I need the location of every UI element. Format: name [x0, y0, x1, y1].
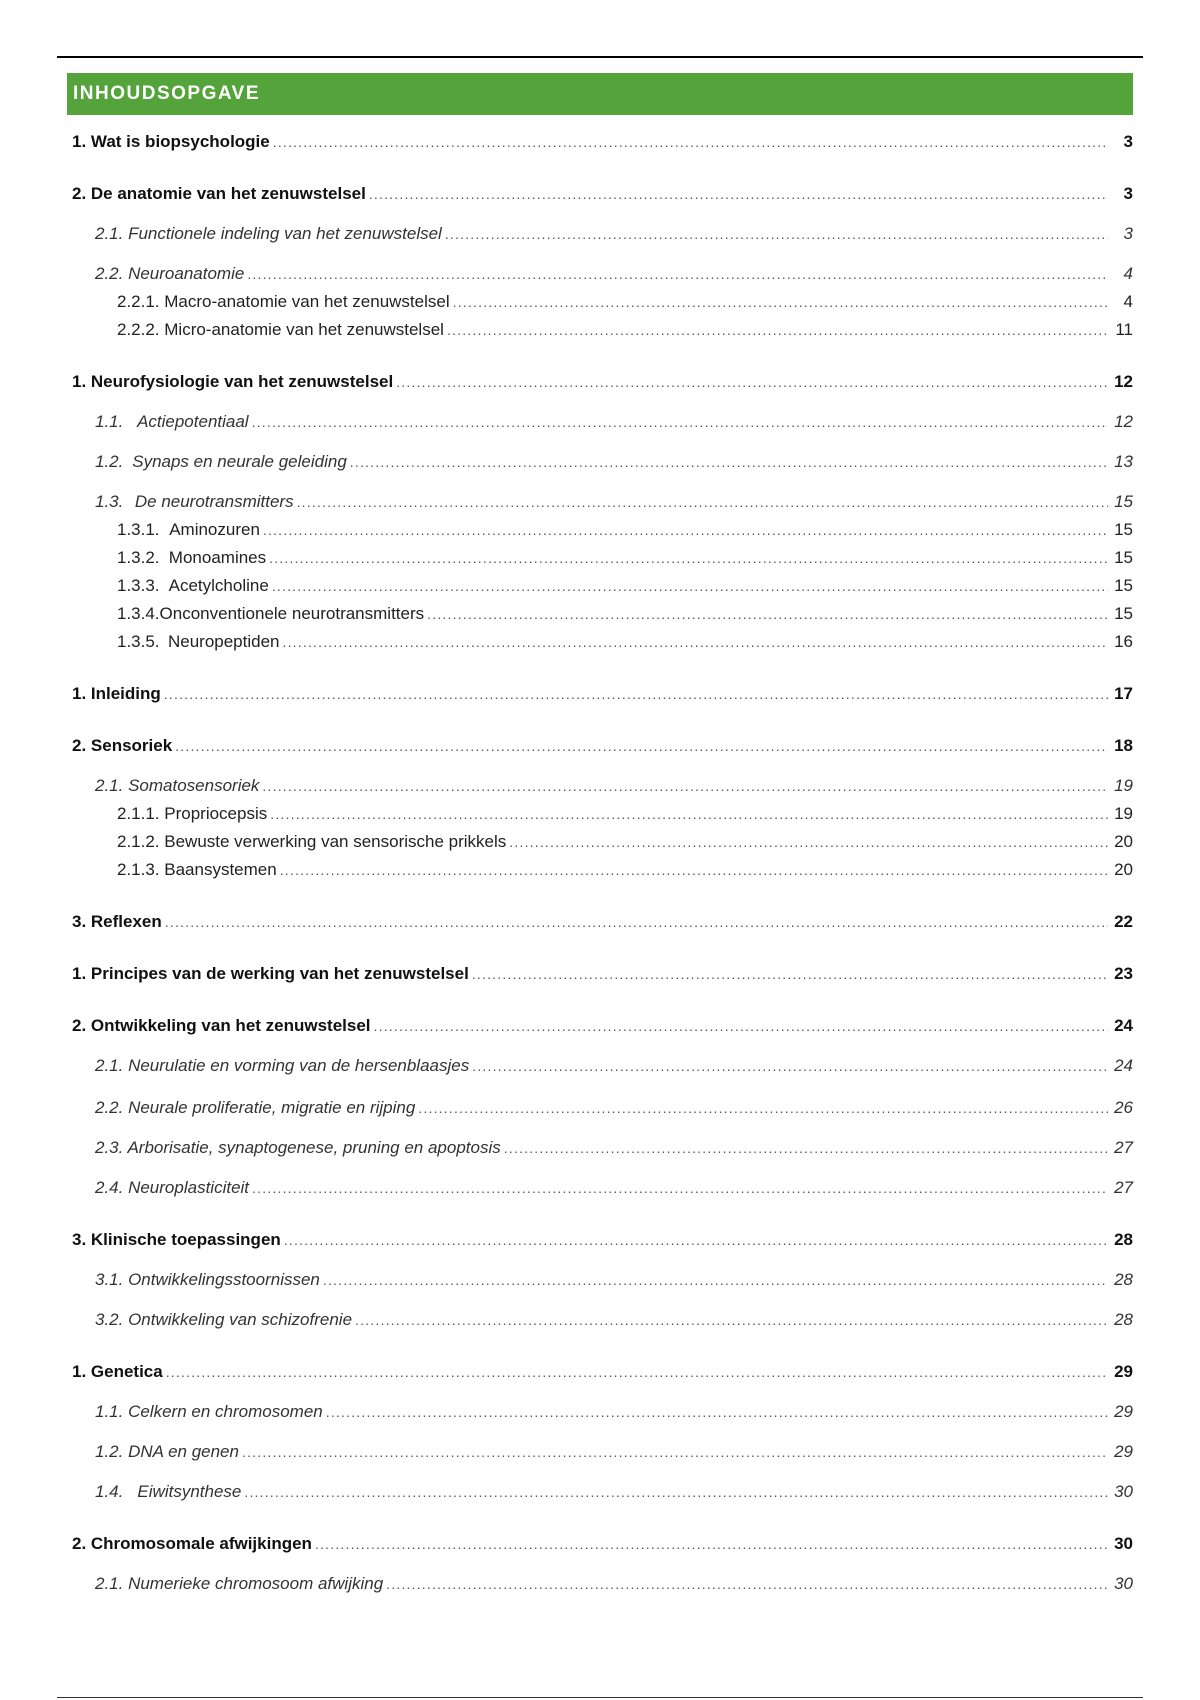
toc-entry[interactable]: [0, 911, 1133, 933]
dot-leader: [418, 1097, 1108, 1119]
toc-entry[interactable]: [0, 1055, 1133, 1077]
dot-leader: [166, 1361, 1108, 1383]
toc-entry-page: 15: [1114, 604, 1133, 623]
toc-entry-title: 1. Neurofysiologie van het zenuwstelsel: [72, 372, 394, 391]
dot-leader: [273, 131, 1108, 153]
toc-entry-page: 30: [1114, 1574, 1133, 1593]
toc-entry-title: 3.2. Ontwikkeling van schizofrenie: [95, 1310, 353, 1329]
toc-entry-title: 2.2.1. Macro-anatomie van het zenuwstelsel: [117, 292, 450, 311]
toc-entry-page: 4: [1123, 292, 1133, 311]
dot-leader: [244, 1481, 1108, 1503]
toc-entry[interactable]: [0, 1015, 1133, 1037]
toc-entry-title: 2. Chromosomale afwijkingen: [72, 1534, 312, 1553]
dot-leader: [272, 575, 1108, 597]
toc-entry-page: 29: [1114, 1402, 1133, 1421]
dot-leader: [355, 1309, 1108, 1331]
toc-entry-page: 19: [1114, 804, 1133, 823]
toc-entry[interactable]: [0, 859, 1133, 881]
dot-leader: [350, 451, 1108, 473]
bottom-rule: [57, 1697, 1143, 1698]
toc-entry-title: Acetylcholine: [168, 576, 269, 595]
toc-entry[interactable]: [0, 1229, 1133, 1251]
toc-entry-title: Monoamines: [168, 548, 267, 567]
toc-entry-page: 11: [1115, 320, 1133, 339]
toc-entry-page: 28: [1114, 1230, 1133, 1249]
toc-entry-page: 12: [1114, 372, 1133, 391]
toc-entry[interactable]: [0, 131, 1133, 153]
dot-leader: [297, 491, 1108, 513]
toc-entry-page: 28: [1114, 1310, 1133, 1329]
toc-entry-title: Actiepotentiaal: [137, 412, 249, 431]
toc-entry-title: 2.2. Neurale proliferatie, migratie en rijping: [95, 1098, 416, 1117]
dot-leader: [280, 859, 1108, 881]
dot-leader: [447, 319, 1108, 341]
toc-entry[interactable]: [0, 963, 1133, 985]
dot-leader: [175, 735, 1108, 757]
toc-entry[interactable]: [0, 735, 1133, 757]
toc-entry-title: 3.1. Ontwikkelingsstoornissen: [95, 1270, 320, 1289]
dot-leader: [323, 1269, 1108, 1291]
dot-leader: [270, 803, 1108, 825]
toc-entry-title: 1. Genetica: [72, 1362, 163, 1381]
toc-entry-page: 29: [1114, 1442, 1133, 1461]
toc-entry[interactable]: [0, 223, 1133, 245]
toc-entry-page: 15: [1114, 520, 1133, 539]
toc-entry-title: Eiwitsynthese: [137, 1482, 242, 1501]
dot-leader: [284, 1229, 1108, 1251]
toc-entry[interactable]: [0, 319, 1133, 341]
toc-entry-title: 1.1. Celkern en chromosomen: [95, 1402, 323, 1421]
toc-entry-page: 3: [1123, 184, 1133, 203]
toc-entry-page: 16: [1114, 632, 1133, 651]
toc-entry-page: 22: [1114, 912, 1133, 931]
dot-leader: [252, 1177, 1108, 1199]
toc-entry-title: 2. Sensoriek: [72, 736, 173, 755]
toc-entry-page: 20: [1114, 832, 1133, 851]
dot-leader: [472, 963, 1108, 985]
toc-entry-title: 2.1. Functionele indeling van het zenuwstelsel: [95, 224, 442, 243]
toc-entry-page: 13: [1114, 452, 1133, 471]
dot-leader: [396, 371, 1108, 393]
toc-entry-page: 28: [1114, 1270, 1133, 1289]
toc-entry-title: 3. Klinische toepassingen: [72, 1230, 281, 1249]
toc-entry[interactable]: [0, 411, 1133, 433]
toc-entry[interactable]: [0, 371, 1133, 393]
toc-entry-page: 17: [1114, 684, 1133, 703]
toc-entry[interactable]: [0, 1481, 1133, 1503]
toc-entry-page: 20: [1114, 860, 1133, 879]
toc-entry-number: 1.2.: [95, 452, 124, 471]
toc-entry[interactable]: [0, 1177, 1133, 1199]
dot-leader: [472, 1055, 1108, 1077]
toc-entry-title: 2.1.3. Baansystemen: [117, 860, 277, 879]
toc-entry-title: 2. Ontwikkeling van het zenuwstelsel: [72, 1016, 371, 1035]
toc-entry-number: 1.3.: [95, 492, 124, 511]
toc-entry[interactable]: [0, 1533, 1133, 1555]
dot-leader: [386, 1573, 1108, 1595]
dot-leader: [269, 547, 1108, 569]
toc-entry-page: 26: [1114, 1098, 1133, 1117]
dot-leader: [445, 223, 1108, 245]
dot-leader: [315, 1533, 1108, 1555]
toc-entry-title: 2.1. Numerieke chromosoom afwijking: [95, 1574, 384, 1593]
toc-entry-title: 1. Inleiding: [72, 684, 161, 703]
toc-entry-title: De neurotransmitters: [134, 492, 294, 511]
toc-entry-number: 1.4.: [95, 1482, 124, 1501]
toc-entry[interactable]: [0, 683, 1133, 705]
toc-entry-number: 1.3.4.: [117, 604, 160, 623]
dot-leader: [504, 1137, 1108, 1159]
toc-entry[interactable]: [0, 631, 1133, 653]
toc-entry-page: 24: [1114, 1016, 1133, 1035]
toc-entry[interactable]: [0, 1441, 1133, 1463]
toc-entry-page: 24: [1114, 1056, 1133, 1075]
toc-entry[interactable]: [0, 1097, 1133, 1119]
toc-entry[interactable]: [0, 263, 1133, 285]
toc-entry-page: 30: [1114, 1534, 1133, 1553]
dot-leader: [374, 1015, 1108, 1037]
toc-entry-number: 1.3.3.: [117, 576, 160, 595]
dot-leader: [247, 263, 1108, 285]
toc-entry-page: 12: [1114, 412, 1133, 431]
toc-entry[interactable]: [0, 1361, 1133, 1383]
toc-entry[interactable]: [0, 803, 1133, 825]
dot-leader: [242, 1441, 1108, 1463]
toc-entry-page: 27: [1114, 1178, 1133, 1197]
dot-leader: [262, 775, 1108, 797]
toc-entry-number: 1.3.2.: [117, 548, 160, 567]
toc-entry-page: 3: [1123, 132, 1133, 151]
toc-entry-title: 3. Reflexen: [72, 912, 162, 931]
toc-entry-page: 15: [1114, 576, 1133, 595]
toc-entry-title: Aminozuren: [169, 520, 260, 539]
toc-entry-title: 2.1. Somatosensoriek: [95, 776, 260, 795]
toc-entry-title: 1. Principes van de werking van het zenuwstelsel: [72, 964, 469, 983]
toc-entry-page: 23: [1114, 964, 1133, 983]
dot-leader: [369, 183, 1108, 205]
dot-leader: [283, 631, 1109, 653]
toc-entry-page: 30: [1114, 1482, 1133, 1501]
toc-entry[interactable]: [0, 575, 1133, 597]
toc-entry-title: 2. De anatomie van het zenuwstelsel: [72, 184, 366, 203]
toc-entry-title: 2.1. Neurulatie en vorming van de hersenblaasjes: [95, 1056, 470, 1075]
toc-entry[interactable]: [0, 291, 1133, 313]
toc-entry[interactable]: [0, 547, 1133, 569]
toc-entry[interactable]: [0, 1137, 1133, 1159]
toc-entry[interactable]: [0, 1309, 1133, 1331]
toc-entry[interactable]: [0, 491, 1133, 513]
toc-entry-title: 2.3. Arborisatie, synaptogenese, pruning en apoptosis: [95, 1138, 501, 1157]
dot-leader: [165, 911, 1108, 933]
toc-entry[interactable]: [0, 183, 1133, 205]
toc-entry[interactable]: [0, 1269, 1133, 1291]
toc-entry[interactable]: [0, 603, 1133, 625]
toc-entry-title: 2.2.2. Micro-anatomie van het zenuwstelsel: [117, 320, 444, 339]
toc-entry-page: 27: [1114, 1138, 1133, 1157]
toc-entry[interactable]: [0, 1401, 1133, 1423]
dot-leader: [427, 603, 1108, 625]
dot-leader: [263, 519, 1108, 541]
toc-entry-title: Onconventionele neurotransmitters: [159, 604, 425, 623]
toc-entry-page: 29: [1114, 1362, 1133, 1381]
toc-entry-title: Neuropeptiden: [167, 632, 280, 651]
toc-entry[interactable]: [0, 1573, 1133, 1595]
toc-entry-number: 1.1.: [95, 412, 124, 431]
toc-entry-page: 4: [1123, 264, 1133, 283]
toc-entry[interactable]: [0, 775, 1133, 797]
toc-entry-page: 18: [1114, 736, 1133, 755]
toc-entry[interactable]: [0, 831, 1133, 853]
toc-entry-title: 2.1.2. Bewuste verwerking van sensorische prikkels: [117, 832, 507, 851]
toc-heading: INHOUDSOPGAVE: [67, 73, 1133, 115]
toc-entry-title: 2.1.1. Propriocepsis: [117, 804, 268, 823]
dot-leader: [164, 683, 1108, 705]
toc-entry-number: 1.3.1.: [117, 520, 160, 539]
toc-entry-page: 19: [1114, 776, 1133, 795]
dot-leader: [252, 411, 1108, 433]
toc-entry-title: 2.2. Neuroanatomie: [95, 264, 245, 283]
toc-entry-title: 1. Wat is biopsychologie: [72, 132, 270, 151]
toc-entry[interactable]: [0, 451, 1133, 473]
toc-entry-page: 15: [1114, 548, 1133, 567]
dot-leader: [509, 831, 1108, 853]
toc-entry-page: 15: [1114, 492, 1133, 511]
toc-entry[interactable]: [0, 519, 1133, 541]
toc-entry-number: 1.3.5.: [117, 632, 160, 651]
dot-leader: [453, 291, 1108, 313]
toc-entry-title: 2.4. Neuroplasticiteit: [95, 1178, 250, 1197]
toc-entry-title: 1.2. DNA en genen: [95, 1442, 239, 1461]
dot-leader: [326, 1401, 1108, 1423]
toc-entry-title: Synaps en neurale geleiding: [132, 452, 347, 471]
toc-entry-page: 3: [1123, 224, 1133, 243]
